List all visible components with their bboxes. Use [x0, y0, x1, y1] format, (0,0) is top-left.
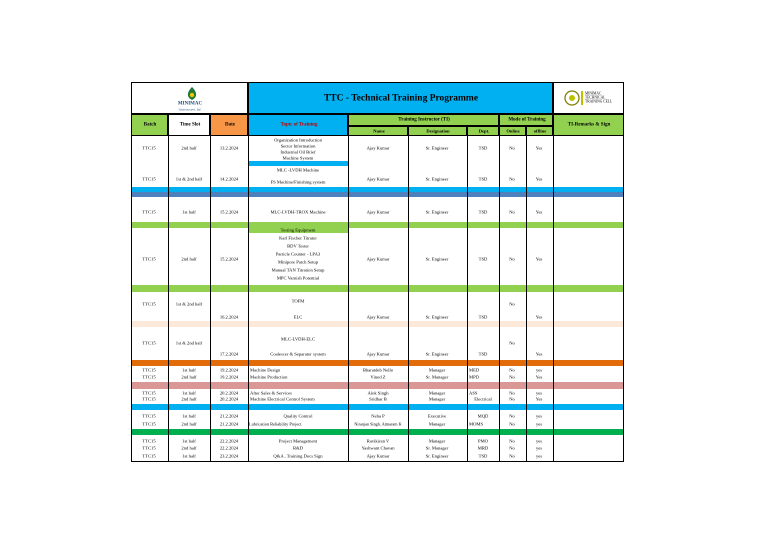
cell-text: TSD [478, 256, 488, 262]
cell-text: Sr. Engineer [425, 351, 449, 357]
cell-text: 2nd half [181, 396, 197, 402]
cell-text: TTC15 [142, 301, 156, 307]
cell-text: 20.2.2024 [219, 390, 239, 396]
cell-text: Organization Introduction [274, 137, 322, 143]
cell-text: Minipore Patch Setup [277, 259, 319, 265]
cell-text: Sr. Engineer [425, 453, 449, 459]
cell-text: Ravikiran V [366, 438, 390, 444]
cell-text: MLC-LVDH-ELC [280, 336, 316, 342]
training-schedule-sheet [131, 82, 624, 462]
cell-text: MQD [477, 413, 489, 419]
cell-text: Manager [428, 390, 446, 396]
cell-text: Sr. Engineer [425, 256, 449, 262]
cell-text: Industrial Oil Brief [280, 149, 316, 155]
cell-text: Machine Design [250, 367, 281, 373]
offline-header [526, 126, 553, 136]
cell-text: Particle Counter - LPA3 [275, 251, 321, 257]
cell-text: 21.2.2024 [219, 413, 239, 419]
cell-text: 1st half [182, 453, 196, 459]
cell-text: yes [535, 413, 543, 419]
cell-text: Time Slot [179, 122, 201, 128]
instructor-group-header [348, 114, 499, 126]
time-slot-header [168, 114, 210, 136]
separator-band [131, 382, 624, 389]
cell-text: No [509, 413, 515, 419]
cell-text: TTC15 [142, 340, 156, 346]
cell-text: 19.2.2024 [219, 367, 239, 373]
cell-text: MLC-LVDH-TROX Machine [270, 209, 326, 215]
cell-text: No [509, 396, 515, 402]
cell-text: MPD [469, 374, 479, 380]
cell-text: yes [535, 453, 543, 459]
cell-text: TI-Remarks & Sign [567, 122, 611, 128]
cell-text: No [509, 374, 515, 380]
topic-header [248, 114, 348, 136]
cell-text: Coalescer & Separator system [270, 351, 326, 357]
cell-text: Mode of Training [508, 117, 546, 123]
cell-text: No [509, 445, 515, 451]
cell-text: Sr. Engineer [425, 209, 449, 215]
cell-text: TTC15 [142, 421, 156, 427]
cell-text: Machine Electrical Control System [250, 396, 315, 402]
cell-text: MRD [477, 445, 489, 451]
cell-text: 1st half [182, 413, 196, 419]
cell-text: Sridhar B [369, 396, 387, 402]
cell-text: ELC [293, 314, 303, 320]
cell-text: 19.2.2024 [219, 374, 239, 380]
cell-logo [553, 82, 624, 114]
cell-text: 1st & 2nd half [175, 176, 203, 182]
cell-text: 1st & 2nd half [175, 301, 203, 307]
online-header [499, 126, 526, 136]
cell-text: 21.2.2024 [219, 421, 239, 427]
cell-text: Bharatdeb Nello [362, 367, 394, 373]
cell-text: Sr. Manager [425, 445, 449, 451]
cell-text: Yes [535, 209, 543, 215]
name-header [348, 126, 408, 136]
cell-text: Ajay Kumar [366, 351, 390, 357]
cell-text: yes [535, 367, 543, 373]
cell-text: 2nd half [181, 445, 197, 451]
separator-band [131, 404, 624, 410]
cell-text: R&D [293, 445, 303, 451]
cell-text: TTC15 [142, 256, 156, 262]
cell-text: Sr. Engineer [425, 176, 449, 182]
cell-text: TTC15 [142, 438, 156, 444]
cell-text: Karl Fischer Titrator [279, 235, 317, 241]
cell-text: 14.2.2024 [219, 176, 239, 182]
cell-text: TTC15 [142, 445, 156, 451]
cell-text: Dept. [478, 128, 490, 134]
cell-text: 2nd half [181, 256, 197, 262]
cell-text: Alok Singh [367, 390, 389, 396]
cell-text: 13.2.2024 [219, 145, 239, 151]
cell-text: Name [373, 128, 385, 134]
separator-band [131, 192, 624, 197]
cell-text: 1st & 2nd half [175, 340, 203, 346]
cell-text: TTC15 [142, 396, 156, 402]
separator-band [131, 360, 624, 366]
logo-cell [131, 82, 248, 114]
cell-text: TSD [478, 453, 488, 459]
cell-text: TTC15 [142, 176, 156, 182]
cell-text: Yashwant Chavan [361, 445, 395, 451]
cell-text: TTC15 [142, 145, 156, 151]
cell-text: 2nd half [181, 421, 197, 427]
cell-text: No [509, 340, 515, 346]
cell-text: Q&A , Training Docs Sign [273, 453, 323, 459]
cell-text: Sr. Engineer [425, 145, 449, 151]
cell-text: BDV Tester [287, 243, 309, 249]
cell-text: 1st half [182, 438, 196, 444]
cell-text: No [509, 301, 515, 307]
cell-text: No [509, 438, 515, 444]
cell-text: Batch [143, 122, 157, 128]
cell-text: Machine System [282, 155, 314, 161]
cell-text: yes [535, 421, 543, 427]
cell-text: 15.2.2024 [219, 209, 239, 215]
cell-text: TTC15 [142, 209, 156, 215]
cell-text: Sector Information [280, 143, 316, 149]
cell-text: yes [535, 438, 543, 444]
cell-text: Sr. Engineer [425, 314, 449, 320]
cell-text: TTC15 [142, 413, 156, 419]
page-title: TTC - Technical Training Programme [323, 93, 479, 104]
cell-text: 2nd half [181, 145, 197, 151]
designation-header [408, 126, 467, 136]
topic-highlight [248, 161, 348, 166]
cell-text: Ajay Kumar [366, 176, 390, 182]
cell-text: Manager [428, 367, 446, 373]
cell-text: No [509, 256, 515, 262]
cell-text: TTC15 [142, 390, 156, 396]
cell-text: yes [535, 445, 543, 451]
cell-text: TSD [478, 209, 488, 215]
cell-text: TTC15 [142, 453, 156, 459]
cell-text: TTC15 [142, 374, 156, 380]
cell-text: TSD [478, 145, 488, 151]
cell-text: Manager [428, 396, 446, 402]
cell-text: 1st half [182, 367, 196, 373]
mode-group-header [499, 114, 553, 126]
cell-text: Yes [535, 176, 543, 182]
separator-band [131, 222, 624, 228]
cell-text: No [509, 367, 515, 373]
cell-text: MLC -LVDH Machine [276, 167, 320, 173]
cell-text: Ajay Kumar [366, 145, 390, 151]
cell-text: TSD [478, 314, 488, 320]
cell-text: Quality Control [283, 413, 313, 419]
cell-text: 2nd half [181, 374, 197, 380]
cell-logo-text: MINIMAC TECHNICAL TRAINING CELL [585, 91, 613, 103]
cell-text: FS Machine/Finishing system [270, 179, 326, 185]
cell-text: No [509, 176, 515, 182]
cell-text: Sr. Manager [425, 374, 449, 380]
cell-text: 16.2.2024 [219, 314, 239, 320]
cell-text: Yes [535, 374, 543, 380]
cell-text: No [509, 209, 515, 215]
cell-text: MPC Varnish Potential [276, 275, 320, 281]
cell-text: Project Management [278, 438, 318, 444]
cell-text: TSD [478, 176, 488, 182]
cell-text: Manual TAN Titration Setup [271, 267, 325, 273]
cell-text: MED [469, 367, 480, 373]
cell-text: Designation [426, 128, 450, 134]
cell-text: Ajay Kumar [366, 256, 390, 262]
separator-band [131, 429, 624, 435]
cell-text: TTC15 [142, 367, 156, 373]
cell-text: Topic of Training [280, 122, 318, 128]
cell-text: PMO [478, 438, 488, 444]
cell-text: After Sales & Services [250, 390, 292, 396]
cell-text: Ajay Kumar [366, 453, 390, 459]
cell-text: 17.2.2024 [219, 351, 239, 357]
cell-text: Yes [535, 351, 543, 357]
cell-text: ASS [469, 390, 478, 396]
remarks-header [553, 114, 624, 136]
cell-text: No [509, 145, 515, 151]
cell-text: Date [225, 122, 235, 128]
cell-text: Niranjan Singh, Atmaram K [354, 421, 402, 427]
separator-band [131, 285, 624, 292]
cell-text: Electrical [474, 396, 492, 402]
cell-text: 22.2.2024 [219, 438, 239, 444]
cell-text: 1st half [182, 390, 196, 396]
date-header [210, 114, 248, 136]
cell-text: Vinod Z [370, 374, 386, 380]
batch-header [131, 114, 168, 136]
cell-text: Manager [428, 421, 446, 427]
cell-text: Machine Production [250, 374, 288, 380]
separator-band [131, 321, 624, 327]
cell-text: Manager [428, 438, 446, 444]
cell-text: Lubrication Reliability Project [249, 421, 302, 427]
logo-brand: MINIMAC [177, 101, 203, 107]
cell-text: Yes [535, 256, 543, 262]
cell-text: No [509, 453, 515, 459]
cell-text: 15.2.2024 [219, 256, 239, 262]
cell-text: Neha P [371, 413, 385, 419]
title-cell [248, 82, 553, 114]
cell-text: Training Instructor (TI) [398, 117, 450, 123]
cell-text: Yes [535, 145, 543, 151]
cell-text: 1st half [182, 209, 196, 215]
logo-tagline: Systems pvt. ltd. [178, 107, 202, 112]
cell-text: TOFM [291, 298, 305, 304]
cell-text: 20.2.2024 [219, 396, 239, 402]
cell-text: Yes [535, 314, 543, 320]
cell-text: Ajay Kumar [366, 209, 390, 215]
cell-text: Testing Equipment [280, 227, 316, 233]
cell-text: MOMS [469, 421, 484, 427]
dept-header [467, 126, 499, 136]
cell-text: Executive [427, 413, 447, 419]
cell-text: Ajay Kumar [366, 314, 390, 320]
cell-text: No [509, 421, 515, 427]
cell-text: Online [506, 128, 520, 134]
cell-text: No [509, 390, 515, 396]
cell-text: offline [533, 128, 547, 134]
cell-text: yes [535, 390, 543, 396]
cell-text: TSD [478, 351, 488, 357]
cell-text: 22.2.2024 [219, 445, 239, 451]
cell-text: Yes [535, 396, 543, 402]
cell-text: 23.2.2024 [219, 453, 239, 459]
